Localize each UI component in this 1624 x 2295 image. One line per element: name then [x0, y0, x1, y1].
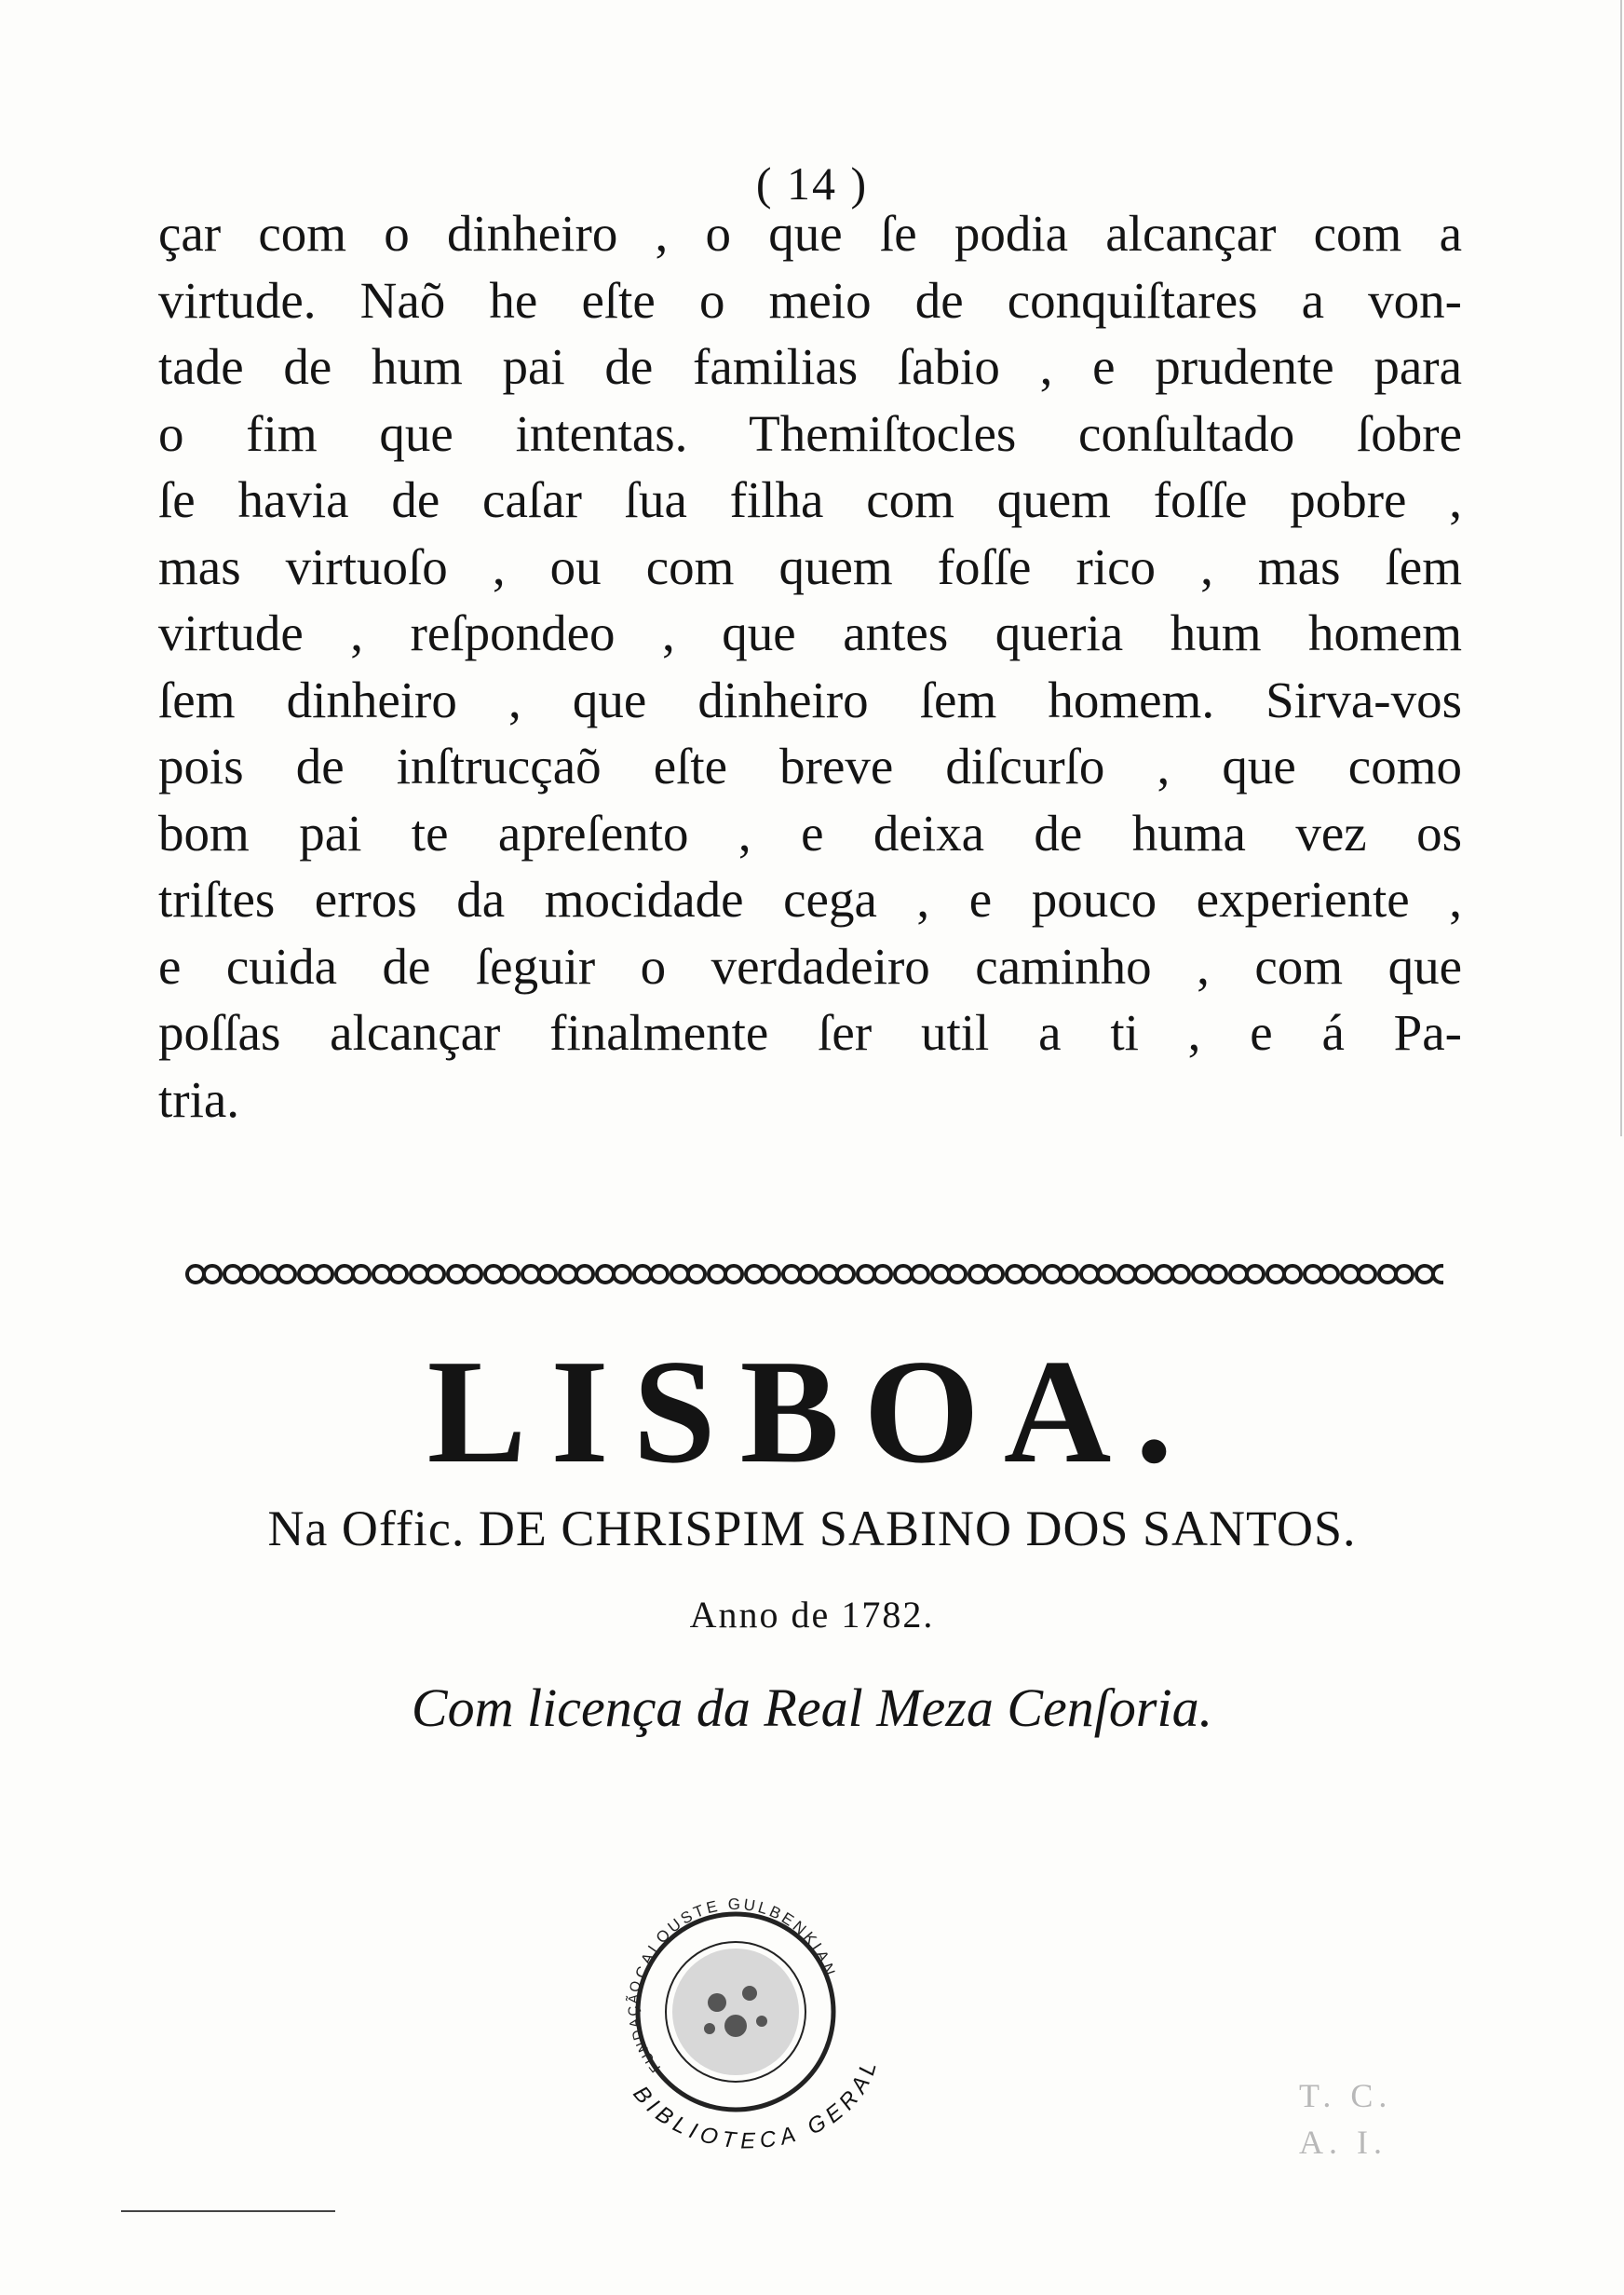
ornament-loop — [204, 1266, 221, 1283]
ornament-loop — [373, 1266, 390, 1283]
ornament-loop — [1081, 1266, 1098, 1283]
ornament-loop — [1230, 1266, 1247, 1283]
ornament-loop — [614, 1266, 630, 1283]
ornament-loop — [895, 1266, 912, 1283]
ornament-loop — [1284, 1266, 1301, 1283]
text-line: pois de inſtrucçaõ eſte breve diſcurſo , que como — [158, 738, 1462, 794]
ornament-loop — [820, 1266, 837, 1283]
ornament-loop — [725, 1266, 742, 1283]
text-line: ſe havia de caſar ſua filha com quem foſſe pobre , — [158, 471, 1462, 528]
text-line: mas virtuoſo , ou com quem foſſe rico , mas ſem — [158, 537, 1462, 595]
ornament-loop — [1267, 1266, 1284, 1283]
ornament-loop — [465, 1266, 481, 1283]
text-line: virtude. Naõ he eſte o meio de conquiſtares a von- — [158, 271, 1462, 329]
library-stamp — [605, 1881, 894, 2161]
ornament-loop — [783, 1266, 800, 1283]
ornament-loop — [746, 1266, 763, 1283]
ornament-loop — [1379, 1266, 1396, 1283]
stamp-text-top: CALOUSTE GULBENKIAN — [631, 1895, 840, 1981]
ornament-loop — [932, 1266, 949, 1283]
ornament-loop — [651, 1266, 668, 1283]
ornament-loop — [448, 1266, 465, 1283]
ornament-loop — [1247, 1266, 1264, 1283]
ornament-loop — [688, 1266, 705, 1283]
ornament-loop — [1061, 1266, 1077, 1283]
shelfmark-line: T. C. — [1299, 2077, 1393, 2114]
ornament-loop — [1305, 1266, 1321, 1283]
ornament-loop — [1342, 1266, 1359, 1283]
ornament-loop — [411, 1266, 427, 1283]
ornament-loop — [539, 1266, 556, 1283]
ornament-loop — [316, 1266, 332, 1283]
scan-rule — [121, 2210, 335, 2212]
text-line: tade de hum pai de familias ſabio , e prudente para — [158, 338, 1462, 395]
ornament-loop — [1193, 1266, 1210, 1283]
text-line: o fim que intentas. Themiſtocles conſultado ſobre — [158, 404, 1462, 462]
imprint-city: LISBOA. — [426, 1328, 1198, 1494]
ornament-loop — [874, 1266, 891, 1283]
ornament-loop — [1044, 1266, 1061, 1283]
ornament-loop — [485, 1266, 502, 1283]
ornament-loop — [241, 1266, 258, 1283]
ornament-loop — [1023, 1266, 1040, 1283]
ornament-loop — [353, 1266, 370, 1283]
ornament-loop — [912, 1266, 928, 1283]
ornament-loop — [837, 1266, 854, 1283]
text-line: triſtes erros da mocidade cega , e pouco experiente , — [158, 871, 1462, 928]
svg-text:FUNDAÇÃO — [626, 1977, 664, 2075]
ornament-loop — [1433, 1266, 1443, 1283]
imprint-license: Com licença da Real Meza Cenſoria. — [411, 1677, 1213, 1738]
ornament-loop — [187, 1266, 204, 1283]
ornament-loop — [1210, 1266, 1226, 1283]
ornament-loop — [671, 1266, 688, 1283]
ornament-loop — [949, 1266, 966, 1283]
ornament-loop — [1118, 1266, 1135, 1283]
ornament-loop — [1098, 1266, 1115, 1283]
body-text — [158, 200, 1462, 1133]
ornament-loop — [262, 1266, 278, 1283]
text-line: bom pai te apreſento , e deixa de huma vez os — [158, 804, 1462, 862]
ornament-loop — [576, 1266, 593, 1283]
text-line: virtude , reſpondeo , que antes queria hum homem — [158, 604, 1462, 661]
ornament-loop — [986, 1266, 1003, 1283]
shelfmark-line: A. I. — [1299, 2124, 1387, 2161]
ornament-loop — [634, 1266, 651, 1283]
ornament-loop — [1416, 1266, 1433, 1283]
ornamental-border — [177, 1253, 1443, 1296]
ornament-loop — [560, 1266, 576, 1283]
page-number: ( 14 ) — [755, 157, 869, 210]
ornament-loop — [1007, 1266, 1023, 1283]
ornament-loop — [1172, 1266, 1189, 1283]
shelfmark — [1299, 2072, 1401, 2166]
ornament-loop — [336, 1266, 353, 1283]
ornament-loop — [969, 1266, 986, 1283]
text-line: tria. — [158, 1070, 240, 1128]
text-line: poſſas alcançar finalmente ſer util a ti , e á Pa- — [158, 1004, 1462, 1061]
text-line: çar com o dinheiro , o que ſe podia alcançar com a — [158, 205, 1462, 262]
ornament-loop — [1359, 1266, 1375, 1283]
imprint-year: Anno de 1782. — [689, 1594, 935, 1636]
ornament-loop — [1156, 1266, 1172, 1283]
ornament-loop — [800, 1266, 817, 1283]
ornament-loop — [427, 1266, 444, 1283]
ornament-loop — [709, 1266, 725, 1283]
text-line: e cuida de ſeguir o verdadeiro caminho , com que — [158, 937, 1462, 995]
ornament-loop — [1321, 1266, 1338, 1283]
ornament-loop — [224, 1266, 241, 1283]
stamp-text-left: FUNDAÇÃO — [625, 1977, 665, 2076]
stamp-text-bottom: BIBLIOTECA GERAL — [628, 2054, 884, 2154]
ornament-loop — [597, 1266, 614, 1283]
ornament-loop — [1135, 1266, 1152, 1283]
ornament-loop — [278, 1266, 295, 1283]
ornament-loop — [522, 1266, 539, 1283]
ornament-loop — [858, 1266, 874, 1283]
ornament-loop — [390, 1266, 407, 1283]
ornament-loop — [502, 1266, 519, 1283]
ornament-loop — [763, 1266, 779, 1283]
ornament-loop — [1396, 1266, 1413, 1283]
imprint-printer: Na Offic. DE CHRISPIM SABINO DOS SANTOS. — [267, 1501, 1357, 1556]
text-line: ſem dinheiro , que dinheiro ſem homem. Sirva-vos — [158, 671, 1462, 728]
ornament-loop — [299, 1266, 316, 1283]
